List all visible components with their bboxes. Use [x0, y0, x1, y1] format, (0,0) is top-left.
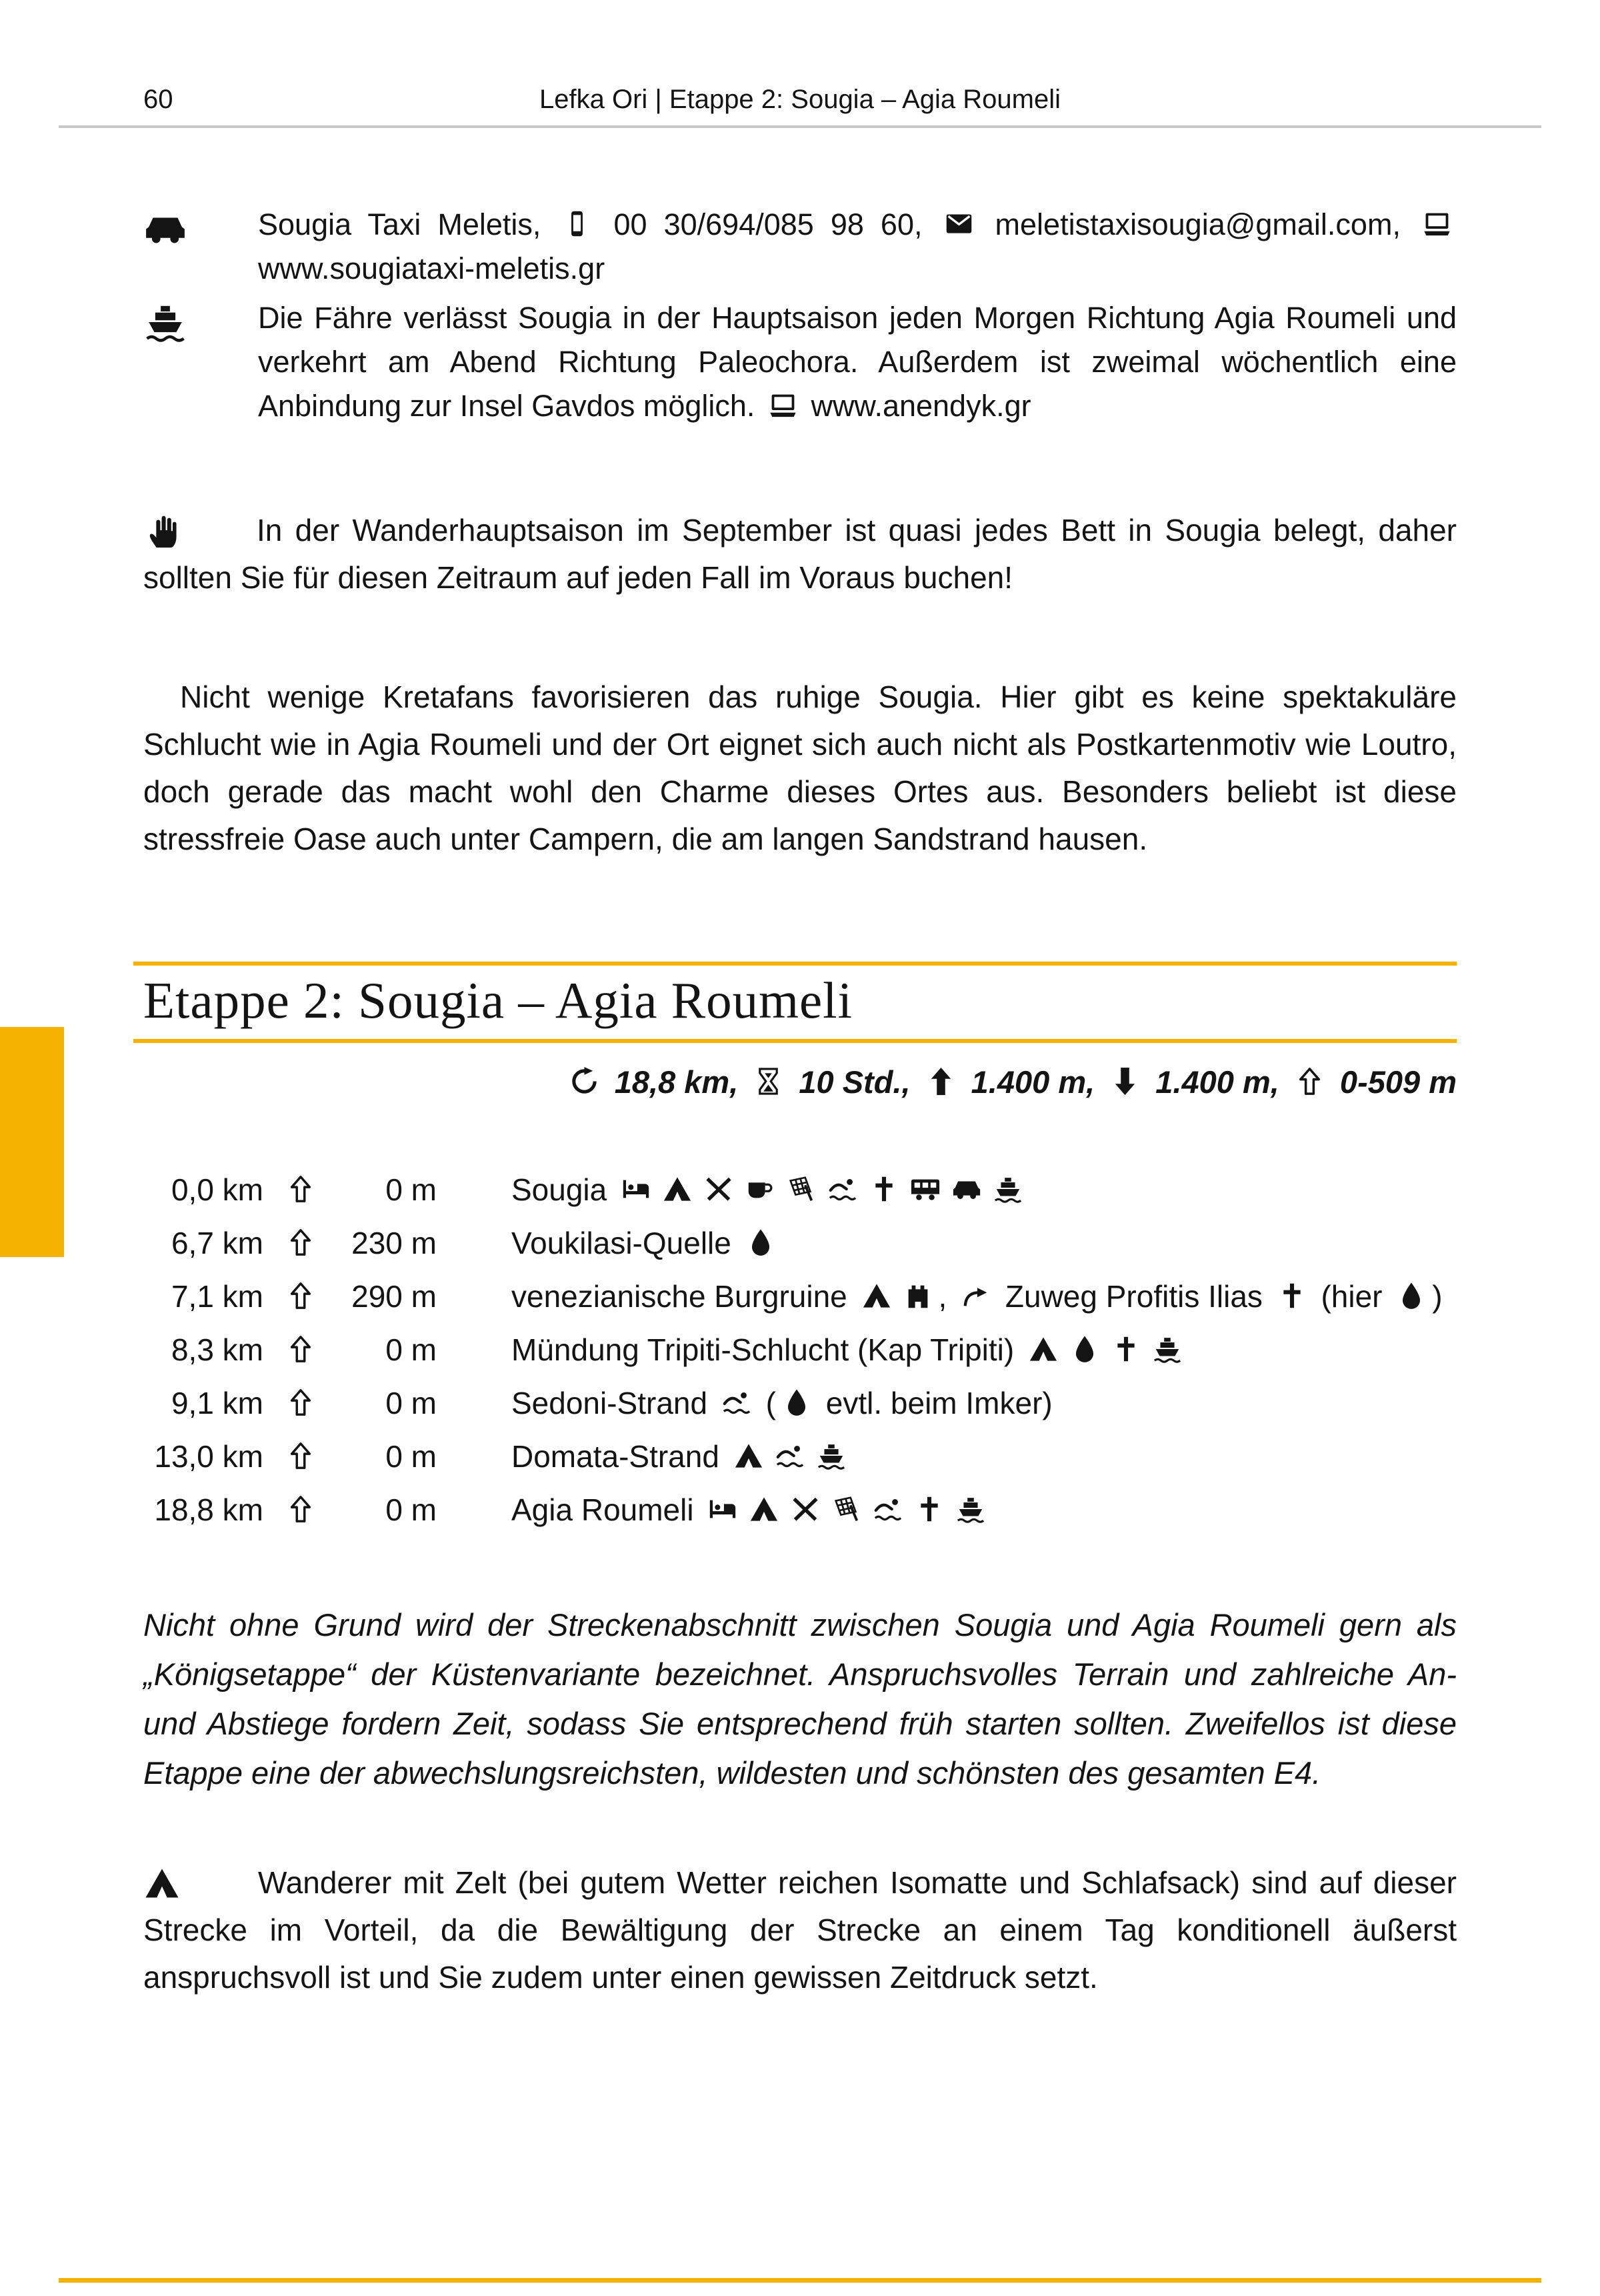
waypoint-row	[143, 1323, 1457, 1376]
ascent-arrow-cell	[263, 1323, 338, 1376]
tent-icon	[1028, 1334, 1059, 1364]
footer-rule	[59, 2278, 1541, 2283]
ascent-arrow-cell	[263, 1163, 338, 1216]
taxi-icon-cell	[143, 203, 258, 263]
waypoint-description: venezianische Burgruine , Zuweg Profitis Ilias (hier )	[511, 1279, 1443, 1314]
waypoint-distance: 7,1 km	[171, 1279, 263, 1314]
tent-icon	[733, 1440, 764, 1471]
ascent-arrow-cell	[263, 1483, 338, 1536]
bus-icon	[910, 1174, 941, 1204]
swimmer-icon	[873, 1494, 903, 1524]
ferry-icon	[993, 1174, 1023, 1204]
transport-info-section	[143, 203, 1457, 428]
ascent-arrow-cell	[263, 1430, 338, 1483]
car-icon	[951, 1174, 982, 1204]
ascent-arrow-icon	[285, 1334, 316, 1364]
church-icon	[1277, 1280, 1307, 1311]
waypoint-elevation: 0 m	[385, 1332, 437, 1367]
camping-note-text: Wanderer mit Zelt (bei gutem Wetter reichen Isomatte und Schlafsack) sind auf dieser Strecke im Vorteil, da die Bewältigung der Strecke an einem Tag konditionell äußerst anspruchsvoll ist und Sie zudem unter einen gewissen Zeitdruck setzt.	[143, 1865, 1457, 1995]
ferry-icon	[1152, 1334, 1183, 1364]
stage-stats: 18,8 km, 10 Std., 1.400 m, 1.400 m, 0-509 m	[143, 1063, 1457, 1102]
swimmer-icon	[775, 1440, 805, 1471]
bed-icon	[707, 1494, 738, 1524]
tent-icon	[143, 1865, 181, 1902]
waypoint-elevation: 0 m	[385, 1439, 437, 1474]
bed-icon	[621, 1174, 651, 1204]
intro-paragraph: Nicht wenige Kretafans favorisieren das ruhige Sougia. Hier gibt es keine spektakuläre Schlucht wie in Agia Roumeli und der Ort eignet sich auch nicht als Postkartenmotiv wie Loutro, doch gerade das macht wohl den Charme dieses Ortes aus. Besonders beliebt ist diese stressfreie Oase auch unter Campern, die am langen Sandstrand hausen.	[143, 680, 1457, 856]
arrow-up-icon	[925, 1066, 957, 1097]
hand-icon	[143, 512, 182, 551]
waypoint-description: Voukilasi-Quelle	[437, 1216, 1457, 1270]
ferry-icon	[955, 1494, 986, 1524]
waypoint-distance: 18,8 km	[154, 1492, 263, 1527]
waypoint-row	[143, 1270, 1457, 1323]
running-header-title: Lefka Ori | Etappe 2: Sougia – Agia Roumeli	[539, 85, 1061, 114]
ascent-arrow-cell	[263, 1216, 338, 1270]
stage-title: Etappe 2: Sougia – Agia Roumeli	[143, 972, 853, 1029]
waypoint-description: Domata-Strand	[437, 1430, 1457, 1483]
net-icon	[831, 1494, 862, 1524]
phone-icon	[562, 209, 592, 239]
booking-hint	[143, 507, 1457, 602]
waypoint-distance: 0,0 km	[171, 1172, 263, 1207]
waypoint-elevation: 290 m	[351, 1279, 437, 1314]
waypoint-distance: 13,0 km	[154, 1439, 263, 1474]
ascent-arrow-icon	[285, 1440, 316, 1471]
water-icon	[745, 1227, 776, 1258]
website-icon	[1422, 209, 1452, 239]
arrow-down-icon	[1109, 1066, 1141, 1097]
route-icon	[569, 1066, 600, 1097]
cup-icon	[745, 1174, 775, 1204]
ferry-icon	[816, 1440, 847, 1471]
waypoint-row	[143, 1163, 1457, 1216]
ascent-arrow-icon	[285, 1227, 316, 1258]
website-icon	[768, 390, 798, 420]
waypoint-elevation: 0 m	[385, 1492, 437, 1527]
swimmer-icon	[721, 1387, 752, 1418]
water-icon	[1069, 1334, 1100, 1364]
email-icon	[944, 209, 974, 239]
waypoint-description: Sedoni-Strand ( evtl. beim Imker)	[511, 1386, 1053, 1420]
camping-note	[143, 1859, 1457, 2001]
waypoint-description: Mündung Tripiti-Schlucht (Kap Tripiti)	[437, 1323, 1457, 1376]
ferry-icon-cell	[143, 296, 258, 356]
ascent-arrow-icon	[285, 1280, 316, 1311]
swimmer-icon	[827, 1174, 858, 1204]
taxi-info-text: Sougia Taxi Meletis, 00 30/694/085 98 60, meletistaxisougia@gmail.com, www.sougiataxi-meletis.gr	[258, 203, 1457, 291]
water-icon	[781, 1387, 812, 1418]
car-icon	[143, 207, 187, 251]
waypoint-description: Sougia	[437, 1163, 1457, 1216]
restaurant-icon	[703, 1174, 734, 1204]
ferry-info-text: Die Fähre verlässt Sougia in der Hauptsaison jeden Morgen Richtung Agia Roumeli und verkehrt am Abend Richtung Paleochora. Außerdem ist zweimal wöchentlich eine Anbindung zur Insel Gavdos möglich. www.anendyk.gr	[258, 301, 1457, 423]
waypoint-description: Agia Roumeli	[437, 1483, 1457, 1536]
ascent-arrow-cell	[263, 1270, 338, 1323]
church-icon	[869, 1174, 899, 1204]
booking-hint-text: In der Wanderhauptsaison im September ist quasi jedes Bett in Sougia belegt, daher sollten Sie für diesen Zeitraum auf jeden Fall im Voraus buchen!	[143, 513, 1457, 595]
water-icon	[1396, 1280, 1427, 1311]
ascent-arrow-icon	[285, 1174, 316, 1204]
tent-icon	[861, 1280, 892, 1311]
stage-description: Nicht ohne Grund wird der Streckenabschnitt zwischen Sougia und Agia Roumeli gern als „Königsetappe“ der Küstenvariante bezeichnet. Anspruchsvolles Terrain und zahlreiche An- und Abstiege fordern Zeit, sodass Sie entsprechend früh starten sollten. Zweifellos ist diese Etappe eine der abwechslungsreichsten, wildesten und schönsten des gesamten E4.	[143, 1607, 1457, 1791]
ferry-info-row	[143, 296, 1457, 428]
waypoint-row	[143, 1216, 1457, 1270]
stage-heading-band	[133, 962, 1457, 1043]
ascent-arrow-icon	[285, 1494, 316, 1524]
header-rule	[59, 125, 1541, 128]
church-icon	[1111, 1334, 1141, 1364]
side-trail-icon	[961, 1280, 991, 1311]
page-header	[143, 0, 1457, 115]
elevation-icon	[1294, 1066, 1325, 1097]
waypoint-table	[143, 1163, 1457, 1536]
restaurant-icon	[790, 1494, 821, 1524]
tent-icon	[749, 1494, 779, 1524]
waypoint-distance: 8,3 km	[171, 1332, 263, 1367]
net-icon	[786, 1174, 817, 1204]
waypoint-elevation: 0 m	[385, 1386, 437, 1420]
page-number: 60	[143, 85, 173, 114]
waypoint-distance: 6,7 km	[171, 1226, 263, 1260]
waypoint-elevation: 0 m	[385, 1172, 437, 1207]
taxi-info-row	[143, 203, 1457, 291]
waypoint-row	[143, 1376, 1457, 1430]
tent-icon	[662, 1174, 693, 1204]
church-icon	[914, 1494, 945, 1524]
chapter-edge-tab	[0, 1027, 64, 1257]
hourglass-icon	[753, 1066, 784, 1097]
tower-icon	[903, 1280, 933, 1311]
ascent-arrow-icon	[285, 1387, 316, 1418]
waypoint-distance: 9,1 km	[171, 1386, 263, 1420]
waypoint-elevation: 230 m	[351, 1226, 437, 1260]
waypoint-row	[143, 1483, 1457, 1536]
ferry-icon	[143, 300, 187, 344]
waypoint-row	[143, 1430, 1457, 1483]
ascent-arrow-cell	[263, 1376, 338, 1430]
